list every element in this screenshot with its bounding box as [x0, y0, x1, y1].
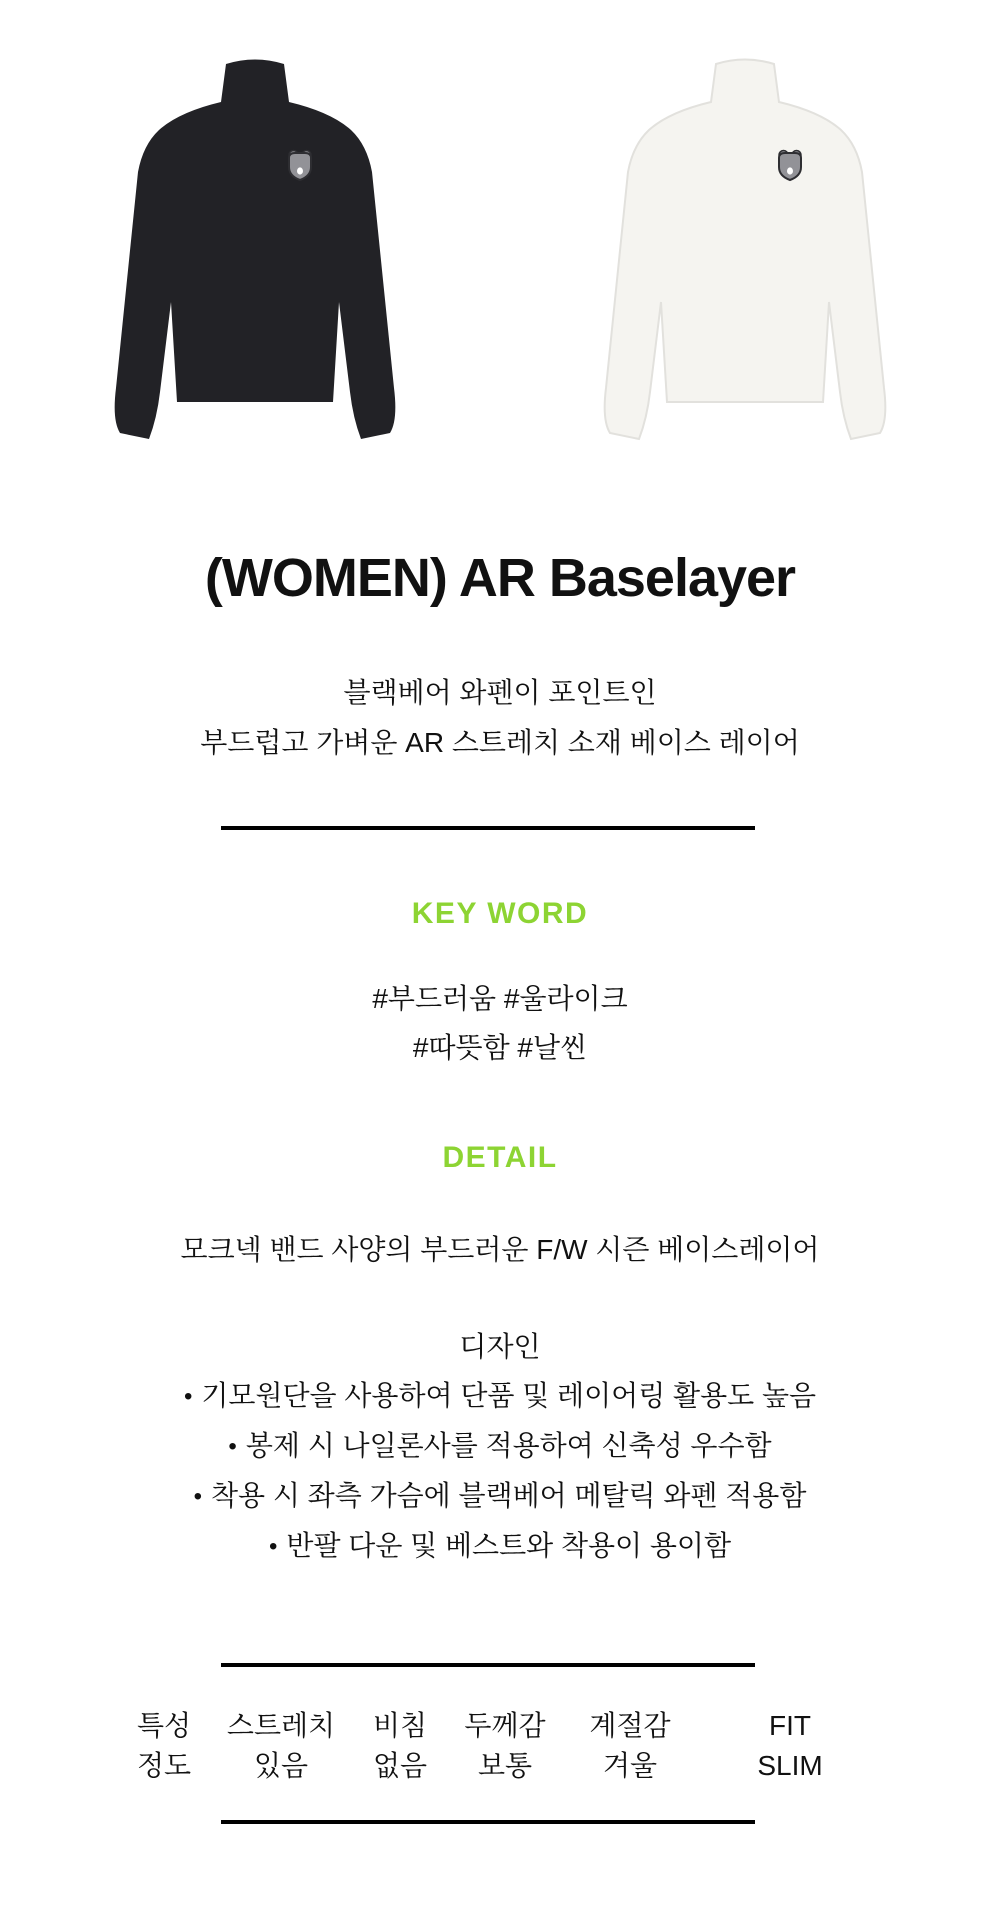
product-images-row — [0, 50, 1000, 450]
detail-heading: DETAIL — [442, 1141, 558, 1174]
spec-col-fit — [757, 1706, 822, 1786]
spec-value: 보통 — [477, 1750, 533, 1781]
detail-summary: 모크넥 밴드 사양의 부드러운 F/W 시즌 베이스레이어 — [180, 1234, 820, 1265]
bullet-icon: • — [228, 1433, 237, 1460]
bullet-icon: • — [193, 1483, 202, 1510]
subtitle-line-1: 블랙베어 와펜이 포인트인 — [343, 677, 657, 708]
product-image-black-shirt — [85, 50, 425, 450]
product-title: (WOMEN) AR Baselayer — [204, 548, 796, 608]
design-description — [0, 1322, 1000, 1571]
black-shirt-silhouette — [115, 60, 396, 440]
product-subtitle — [0, 668, 1000, 768]
hashtag-line-1: #부드러움 #울라이크 — [372, 983, 628, 1014]
bullet-icon: • — [183, 1383, 193, 1410]
spec-label: 특성 — [136, 1710, 192, 1741]
design-bullet-1: • 기모원단을 사용하여 단품 및 레이어링 활용도 높음 — [0, 1371, 1000, 1421]
product-image-white-shirt — [575, 50, 915, 450]
spec-label: FIT — [768, 1710, 811, 1741]
bullet-icon: • — [268, 1533, 278, 1560]
design-title: 디자인 — [459, 1331, 541, 1362]
white-shirt-silhouette — [605, 60, 886, 440]
bear-wappen-badge-icon — [779, 151, 801, 181]
design-bullet-2: • 봉제 시 나일론사를 적용하여 신축성 우수함 — [0, 1421, 1000, 1471]
spec-col-stretch — [227, 1706, 335, 1786]
spec-col-season — [589, 1706, 670, 1786]
design-bullet-4: • 반팔 다운 및 베스트와 착용이 용이함 — [0, 1521, 1000, 1571]
spec-label: 스트레치 — [226, 1710, 336, 1741]
spec-col-sheerness — [373, 1706, 427, 1786]
divider-top — [221, 826, 755, 830]
spec-label: 계절감 — [589, 1710, 671, 1741]
spec-table — [0, 1706, 1000, 1806]
design-bullet-3: • 착용 시 좌측 가슴에 블랙베어 메탈릭 와펜 적용함 — [0, 1471, 1000, 1521]
bear-wappen-badge-icon — [289, 151, 311, 181]
spec-label: 비침 — [372, 1710, 428, 1741]
spec-value: 겨울 — [602, 1750, 658, 1781]
hashtag-line-2: #따뜻함 #날씬 — [412, 1032, 588, 1063]
subtitle-line-2: 부드럽고 가벼운 AR 스트레치 소재 베이스 레이어 — [200, 727, 800, 758]
keyword-hashtags — [0, 974, 1000, 1072]
spec-value: SLIM — [757, 1750, 823, 1781]
spec-col-thickness — [464, 1706, 545, 1786]
keyword-heading: KEY WORD — [411, 897, 589, 930]
spec-value: 없음 — [372, 1750, 428, 1781]
spec-value: 정도 — [136, 1750, 192, 1781]
spec-value: 있음 — [253, 1750, 309, 1781]
spec-table-bottom-line — [221, 1820, 755, 1824]
spec-label: 두께감 — [464, 1710, 546, 1741]
spec-col-header — [137, 1706, 191, 1786]
spec-table-top-line — [221, 1663, 755, 1667]
